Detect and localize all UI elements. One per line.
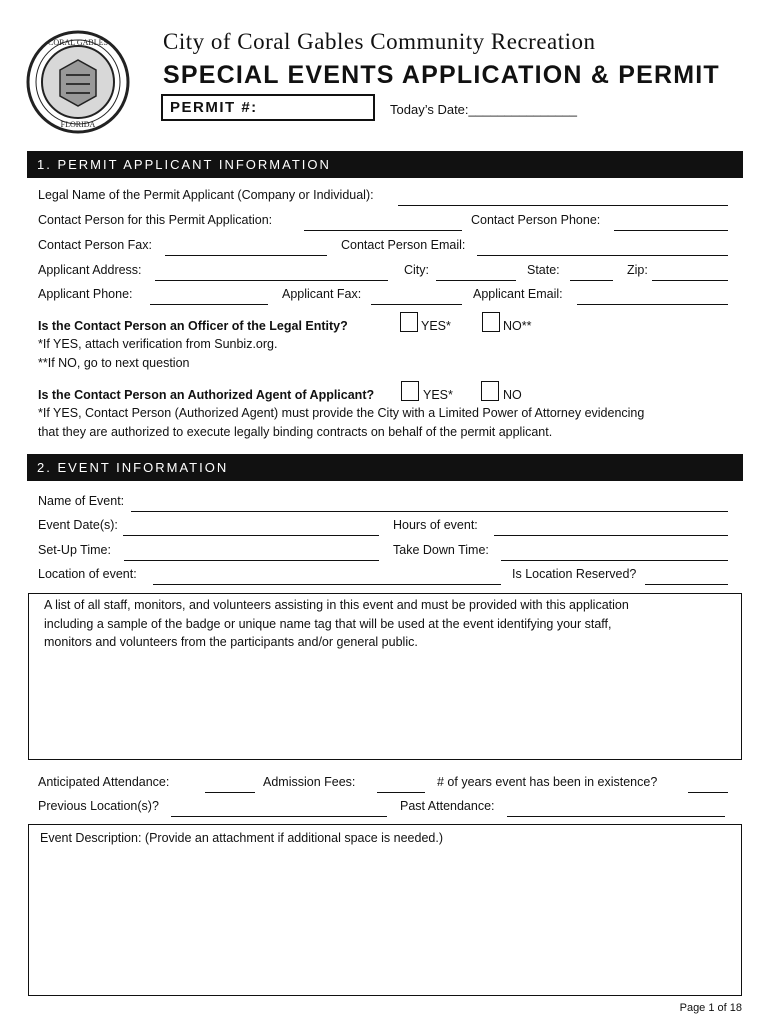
event-name-label: Name of Event: [38,494,125,508]
section-2-header: 2. EVENT INFORMATION [27,454,743,481]
officer-no-label: NO** [503,319,532,333]
agent-question: Is the Contact Person an Authorized Agent of Applicant? [38,388,375,402]
contact-person-label: Contact Person for this Permit Application: [38,213,273,227]
agent-note-line2: that they are authorized to execute legally binding contracts on behalf of the permit applicant. [38,425,553,439]
location-field[interactable] [153,570,501,585]
applicant-email-field[interactable] [577,290,728,305]
permit-number-label: PERMIT #: [170,99,258,116]
applicant-address-label: Applicant Address: [38,263,142,277]
location-reserved-label: Is Location Reserved? [512,567,637,581]
agent-yes-checkbox[interactable] [401,381,419,401]
years-existence-field[interactable] [688,778,728,793]
contact-phone-field[interactable] [614,216,728,231]
city-field[interactable] [436,266,516,281]
staff-note-line1: A list of all staff, monitors, and volunteers assisting in this event and must be provided with this application [44,598,629,612]
admission-fees-field[interactable] [377,778,425,793]
agent-yes-label: YES* [423,388,453,402]
location-label: Location of event: [38,567,137,581]
contact-phone-label: Contact Person Phone: [471,213,601,227]
past-attendance-label: Past Attendance: [400,799,495,813]
contact-email-field[interactable] [477,241,728,256]
svg-text:CORAL GABLES: CORAL GABLES [48,38,108,47]
applicant-fax-field[interactable] [371,290,462,305]
state-field[interactable] [570,266,613,281]
attendance-label: Anticipated Attendance: [38,775,170,789]
event-name-field[interactable] [131,497,728,512]
officer-note-no: **If NO, go to next question [38,356,190,370]
admission-fees-label: Admission Fees: [263,775,356,789]
staff-note-line3: monitors and volunteers from the participants and/or general public. [44,635,418,649]
state-label: State: [527,263,560,277]
past-attendance-field[interactable] [507,802,725,817]
contact-fax-field[interactable] [165,241,327,256]
officer-note-yes: *If YES, attach verification from Sunbiz.org. [38,337,278,351]
contact-person-field[interactable] [304,216,462,231]
applicant-fax-label: Applicant Fax: [282,287,362,301]
officer-yes-label: YES* [421,319,451,333]
applicant-phone-label: Applicant Phone: [38,287,133,301]
page-number: Page 1 of 18 [679,1002,742,1014]
location-reserved-field[interactable] [645,570,728,585]
event-dates-field[interactable] [123,521,379,536]
svg-text:FLORIDA: FLORIDA [60,120,96,129]
takedown-time-field[interactable] [501,546,728,561]
applicant-email-label: Applicant Email: [473,287,563,301]
city-label: City: [404,263,429,277]
staff-note-line2: including a sample of the badge or unique name tag that will be used at the event identifying your staff, [44,617,612,631]
years-existence-label: # of years event has been in existence? [437,775,658,789]
takedown-time-label: Take Down Time: [393,543,489,557]
previous-locations-field[interactable] [171,802,387,817]
agent-note-line1: *If YES, Contact Person (Authorized Agent) must provide the City with a Limited Power of Attorney evidencing [38,406,645,420]
todays-date-field[interactable]: Today’s Date:_______________ [390,102,577,117]
applicant-address-field[interactable] [155,266,388,281]
hours-label: Hours of event: [393,518,478,532]
hours-field[interactable] [494,521,728,536]
agent-no-label: NO [503,388,522,402]
zip-field[interactable] [652,266,728,281]
legal-name-label: Legal Name of the Permit Applicant (Company or Individual): [38,188,374,202]
section-1-header: 1. PERMIT APPLICANT INFORMATION [27,151,743,178]
zip-label: Zip: [627,263,648,277]
contact-email-label: Contact Person Email: [341,238,466,252]
city-seal-logo [26,30,130,134]
permit-number-field[interactable] [161,94,375,121]
previous-locations-label: Previous Location(s)? [38,799,159,813]
agent-no-checkbox[interactable] [481,381,499,401]
attendance-field[interactable] [205,778,255,793]
setup-time-field[interactable] [124,546,379,561]
contact-fax-label: Contact Person Fax: [38,238,152,252]
event-dates-label: Event Date(s): [38,518,118,532]
legal-name-field[interactable] [398,191,728,206]
event-description-label: Event Description: (Provide an attachment if additional space is needed.) [40,831,444,845]
setup-time-label: Set-Up Time: [38,543,111,557]
city-title: City of Coral Gables Community Recreation [163,29,596,54]
officer-no-checkbox[interactable] [482,312,500,332]
officer-yes-checkbox[interactable] [400,312,418,332]
event-description-box[interactable] [28,824,742,996]
applicant-phone-field[interactable] [150,290,268,305]
officer-question: Is the Contact Person an Officer of the Legal Entity? [38,319,348,333]
form-title: SPECIAL EVENTS APPLICATION & PERMIT [163,61,720,89]
